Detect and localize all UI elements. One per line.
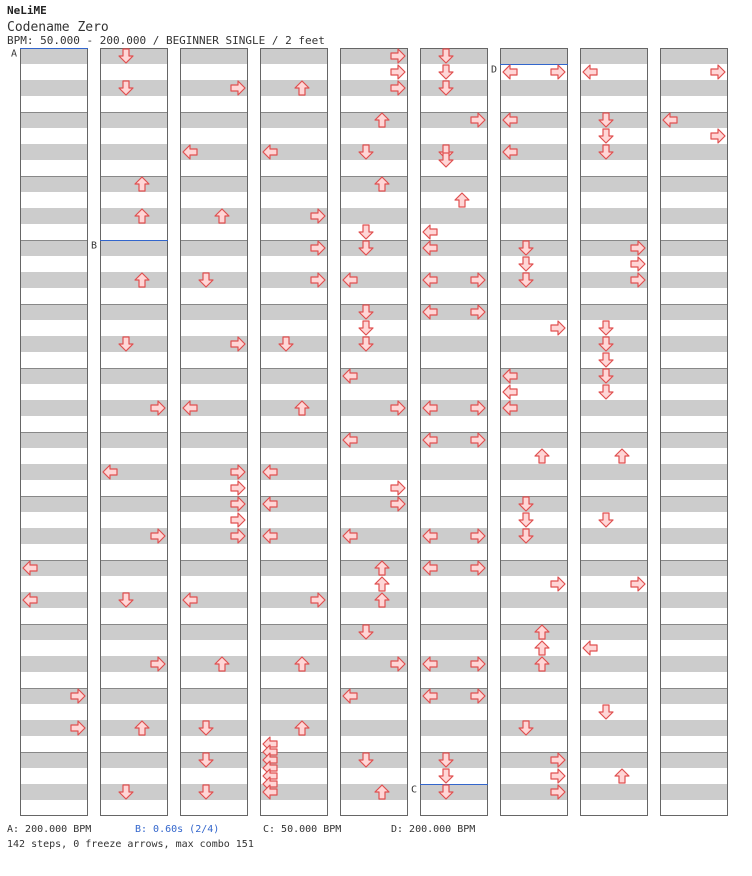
beat-stripe <box>500 528 568 544</box>
down-arrow-icon <box>599 129 613 143</box>
beat-stripe <box>260 304 328 320</box>
beat-stripe <box>580 656 648 672</box>
beat-stripe <box>180 560 248 576</box>
left-arrow-icon <box>583 641 597 655</box>
bpm-marker-label: D <box>491 64 498 76</box>
beat-stripe <box>100 48 168 64</box>
beat-stripe <box>580 208 648 224</box>
beat-stripe <box>580 496 648 512</box>
beat-stripe <box>100 240 168 256</box>
down-arrow-icon <box>439 769 453 783</box>
down-arrow-icon <box>359 225 373 239</box>
beat-stripe <box>660 528 728 544</box>
beat-stripe <box>660 432 728 448</box>
beat-stripe <box>100 368 168 384</box>
beat-stripe <box>420 80 488 96</box>
beat-stripe <box>660 336 728 352</box>
beat-stripe <box>180 624 248 640</box>
beat-stripe <box>580 304 648 320</box>
beat-stripe <box>340 720 408 736</box>
beat-stripe <box>260 336 328 352</box>
beat-stripe <box>100 592 168 608</box>
legend-d: D: 200.000 BPM <box>391 824 476 835</box>
up-arrow-icon <box>455 193 469 207</box>
beat-stripe <box>420 592 488 608</box>
beat-stripe <box>260 80 328 96</box>
beat-stripe <box>660 784 728 800</box>
left-arrow-icon <box>503 385 517 399</box>
beat-stripe <box>500 624 568 640</box>
beat-stripe <box>660 368 728 384</box>
beat-stripe <box>20 464 88 480</box>
beat-stripe <box>500 560 568 576</box>
beat-stripe <box>660 752 728 768</box>
right-arrow-icon <box>711 129 725 143</box>
beat-stripe <box>20 624 88 640</box>
down-arrow-icon <box>359 321 373 335</box>
beat-stripe <box>20 336 88 352</box>
beat-stripe <box>180 240 248 256</box>
beat-stripe <box>580 176 648 192</box>
bpm-marker-label: B <box>91 240 98 252</box>
left-arrow-icon <box>503 65 517 79</box>
down-arrow-icon <box>519 257 533 271</box>
beat-stripe <box>340 592 408 608</box>
beat-stripe <box>260 112 328 128</box>
bpm-marker-label: C <box>411 784 418 796</box>
beat-stripe <box>580 80 648 96</box>
beat-stripe <box>340 176 408 192</box>
beat-stripe <box>20 368 88 384</box>
beat-stripe <box>20 496 88 512</box>
right-arrow-icon <box>711 65 725 79</box>
right-arrow-icon <box>551 769 565 783</box>
beat-stripe <box>660 560 728 576</box>
up-arrow-icon <box>535 449 549 463</box>
beat-stripe <box>260 432 328 448</box>
beat-stripe <box>20 528 88 544</box>
beat-stripe <box>420 208 488 224</box>
left-arrow-icon <box>423 225 437 239</box>
beat-stripe <box>580 112 648 128</box>
down-arrow-icon <box>599 705 613 719</box>
beat-stripe <box>660 144 728 160</box>
beat-stripe <box>580 720 648 736</box>
beat-stripe <box>100 272 168 288</box>
down-arrow-icon <box>439 65 453 79</box>
beat-stripe <box>420 720 488 736</box>
chart-info: BPM: 50.000 - 200.000 / BEGINNER SINGLE / 2 feet <box>7 34 325 47</box>
beat-stripe <box>420 752 488 768</box>
beat-stripe <box>500 592 568 608</box>
beat-stripe <box>260 400 328 416</box>
beat-stripe <box>420 784 488 800</box>
beat-stripe <box>260 48 328 64</box>
beat-stripe <box>580 688 648 704</box>
beat-stripe <box>500 464 568 480</box>
beat-stripe <box>180 720 248 736</box>
beat-stripe <box>100 752 168 768</box>
right-arrow-icon <box>551 321 565 335</box>
beat-stripe <box>340 208 408 224</box>
beat-stripe <box>580 528 648 544</box>
beat-stripe <box>420 48 488 64</box>
beat-stripe <box>20 112 88 128</box>
beat-stripe <box>500 48 568 64</box>
beat-stripe <box>340 784 408 800</box>
right-arrow-icon <box>391 65 405 79</box>
song-title: Codename Zero <box>7 20 109 35</box>
beat-stripe <box>100 784 168 800</box>
beat-stripe <box>20 272 88 288</box>
beat-stripe <box>660 496 728 512</box>
beat-stripe <box>340 240 408 256</box>
beat-stripe <box>20 656 88 672</box>
right-arrow-icon <box>631 257 645 271</box>
beat-stripe <box>100 80 168 96</box>
beat-stripe <box>340 144 408 160</box>
legend-b: B: 0.60s (2/4) <box>135 824 220 835</box>
beat-stripe <box>20 400 88 416</box>
chart-author: NeLiME <box>7 4 47 17</box>
up-arrow-icon <box>615 769 629 783</box>
beat-stripe <box>100 304 168 320</box>
beat-stripe <box>20 176 88 192</box>
beat-stripe <box>180 368 248 384</box>
beat-stripe <box>180 752 248 768</box>
beat-stripe <box>660 720 728 736</box>
beat-stripe <box>420 464 488 480</box>
beat-stripe <box>260 656 328 672</box>
beat-stripe <box>340 624 408 640</box>
beat-stripe <box>580 592 648 608</box>
down-arrow-icon <box>599 513 613 527</box>
beat-stripe <box>580 752 648 768</box>
beat-stripe <box>100 144 168 160</box>
beat-stripe <box>500 720 568 736</box>
beat-stripe <box>100 688 168 704</box>
beat-stripe <box>420 144 488 160</box>
beat-stripe <box>100 560 168 576</box>
beat-stripe <box>260 720 328 736</box>
beat-stripe <box>660 656 728 672</box>
beat-stripe <box>20 752 88 768</box>
beat-stripe <box>500 432 568 448</box>
beat-stripe <box>260 176 328 192</box>
beat-stripe <box>580 48 648 64</box>
legend-a: A: 200.000 BPM <box>7 824 92 835</box>
beat-stripe <box>20 80 88 96</box>
beat-stripe <box>500 208 568 224</box>
beat-stripe <box>500 656 568 672</box>
beat-stripe <box>500 176 568 192</box>
beat-stripe <box>100 112 168 128</box>
beat-stripe <box>180 176 248 192</box>
beat-stripe <box>100 176 168 192</box>
beat-stripe <box>580 432 648 448</box>
beat-stripe <box>660 624 728 640</box>
down-arrow-icon <box>599 321 613 335</box>
beat-stripe <box>580 624 648 640</box>
right-arrow-icon <box>231 513 245 527</box>
beat-stripe <box>660 208 728 224</box>
beat-stripe <box>420 496 488 512</box>
beat-stripe <box>340 112 408 128</box>
beat-stripe <box>580 784 648 800</box>
beat-stripe <box>420 624 488 640</box>
beat-stripe <box>500 496 568 512</box>
beat-stripe <box>100 624 168 640</box>
beat-stripe <box>340 464 408 480</box>
bpm-legend <box>7 824 747 838</box>
beat-stripe <box>20 432 88 448</box>
beat-stripe <box>580 464 648 480</box>
beat-stripe <box>660 272 728 288</box>
beat-stripe <box>180 304 248 320</box>
beat-stripe <box>180 656 248 672</box>
beat-stripe <box>20 48 88 64</box>
beat-stripe <box>20 304 88 320</box>
right-arrow-icon <box>551 577 565 591</box>
beat-stripe <box>660 464 728 480</box>
beat-stripe <box>500 336 568 352</box>
beat-stripe <box>260 624 328 640</box>
step-summary: 142 steps, 0 freeze arrows, max combo 151 <box>7 839 254 850</box>
beat-stripe <box>660 688 728 704</box>
beat-stripe <box>180 784 248 800</box>
beat-stripe <box>180 48 248 64</box>
right-arrow-icon <box>551 65 565 79</box>
beat-stripe <box>180 112 248 128</box>
up-arrow-icon <box>615 449 629 463</box>
beat-stripe <box>340 752 408 768</box>
beat-stripe <box>260 560 328 576</box>
beat-stripe <box>420 336 488 352</box>
beat-stripe <box>180 272 248 288</box>
beat-stripe <box>340 560 408 576</box>
beat-stripe <box>580 144 648 160</box>
beat-stripe <box>100 720 168 736</box>
beat-stripe <box>100 208 168 224</box>
beat-stripe <box>20 144 88 160</box>
left-arrow-icon <box>583 65 597 79</box>
bpm-marker-label: A <box>11 48 18 60</box>
down-arrow-icon <box>599 353 613 367</box>
beat-stripe <box>180 208 248 224</box>
beat-stripe <box>20 208 88 224</box>
beat-stripe <box>500 272 568 288</box>
beat-stripe <box>420 176 488 192</box>
beat-stripe <box>180 688 248 704</box>
beat-stripe <box>660 240 728 256</box>
beat-stripe <box>20 240 88 256</box>
beat-stripe <box>100 496 168 512</box>
beat-stripe <box>340 304 408 320</box>
beat-stripe <box>20 784 88 800</box>
beat-stripe <box>580 368 648 384</box>
beat-stripe <box>660 400 728 416</box>
beat-stripe <box>260 688 328 704</box>
right-arrow-icon <box>231 481 245 495</box>
beat-stripe <box>500 304 568 320</box>
up-arrow-icon <box>535 641 549 655</box>
beat-stripe <box>660 48 728 64</box>
legend-c: C: 50.000 BPM <box>263 824 342 835</box>
beat-stripe <box>580 560 648 576</box>
up-arrow-icon <box>375 577 389 591</box>
down-arrow-icon <box>599 385 613 399</box>
right-arrow-icon <box>391 481 405 495</box>
beat-stripe <box>500 240 568 256</box>
right-arrow-icon <box>631 577 645 591</box>
beat-stripe <box>100 336 168 352</box>
beat-stripe <box>580 336 648 352</box>
beat-stripe <box>660 304 728 320</box>
beat-stripe <box>260 368 328 384</box>
beat-stripe <box>500 80 568 96</box>
beat-stripe <box>340 336 408 352</box>
beat-stripe <box>660 592 728 608</box>
beat-stripe <box>180 432 248 448</box>
down-arrow-icon <box>519 513 533 527</box>
beat-stripe <box>660 176 728 192</box>
beat-stripe <box>500 688 568 704</box>
beat-stripe <box>420 368 488 384</box>
beat-stripe <box>580 400 648 416</box>
beat-stripe <box>660 80 728 96</box>
beat-stripe <box>100 432 168 448</box>
